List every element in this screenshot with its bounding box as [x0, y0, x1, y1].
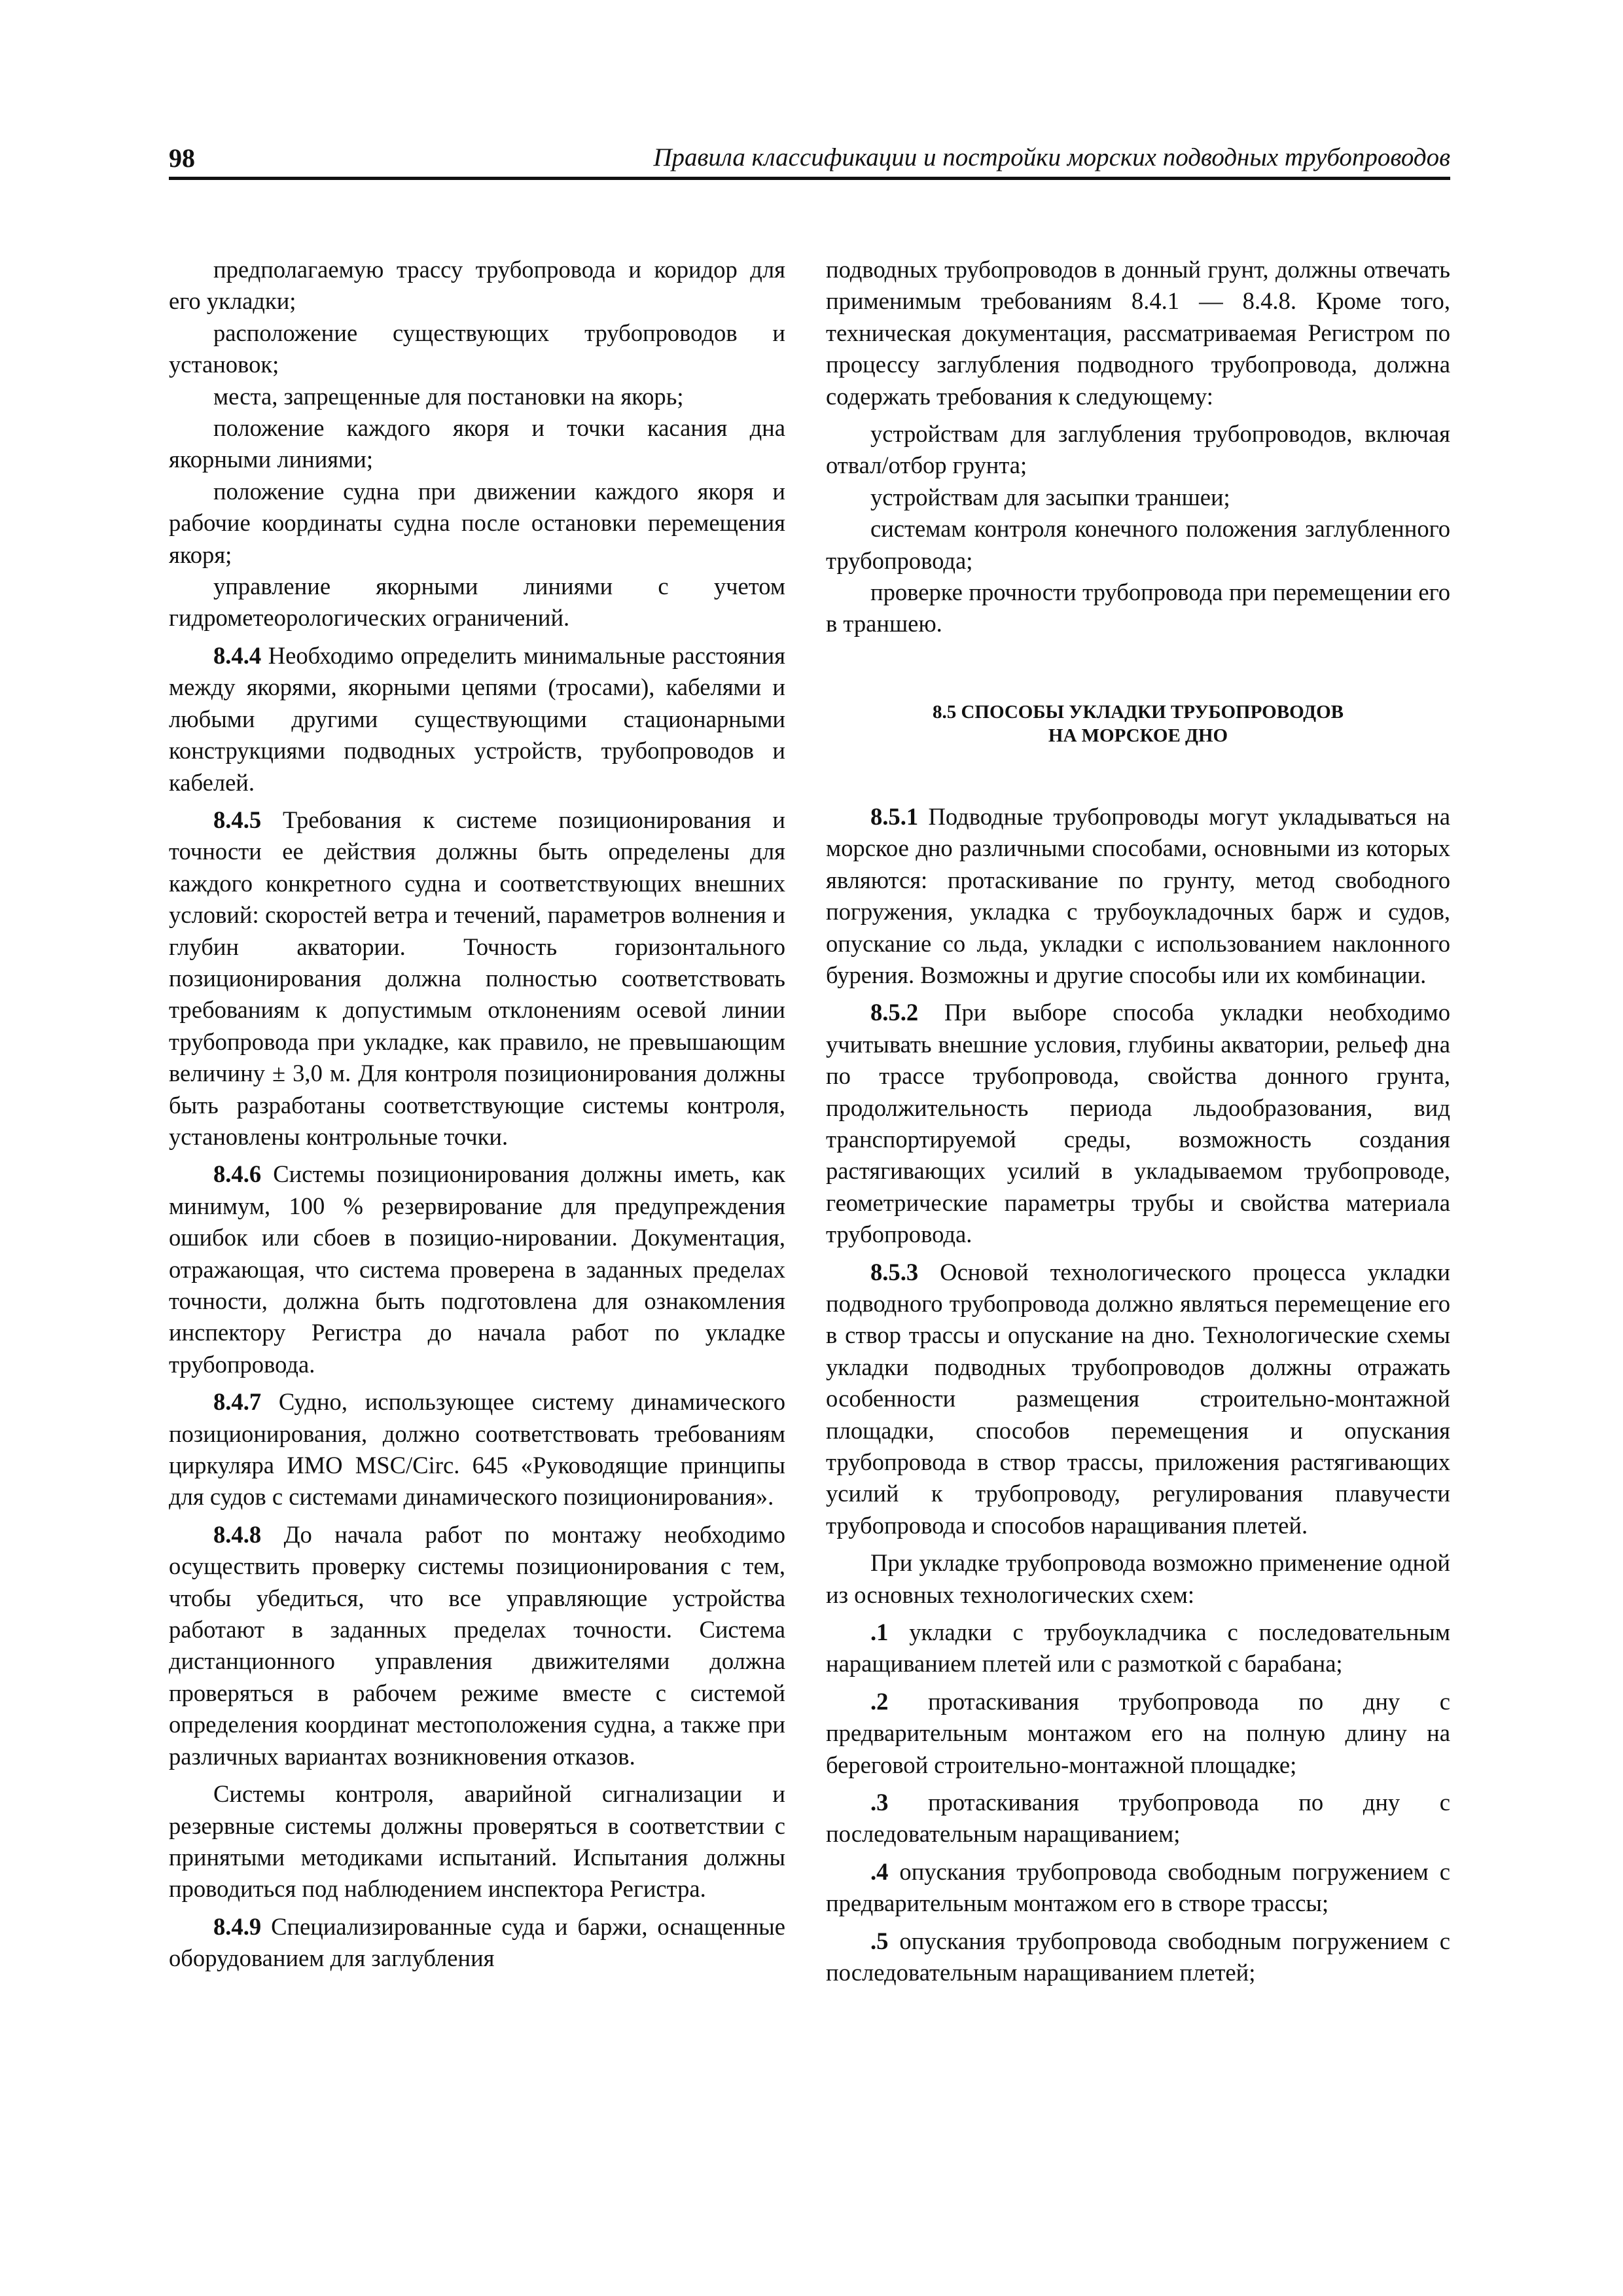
section-heading-line: 8.5 СПОСОБЫ УКЛАДКИ ТРУБОПРОВОДОВ	[932, 701, 1344, 723]
page-header	[169, 143, 1450, 180]
clause-number: 8.5.2	[870, 999, 919, 1026]
clause-text: При выборе способа укладки необходимо учитывать внешние условия, глубины акватории, рельеф дна по трассе трубопровода, свойства донного грунта, продолжительность периода льдообразования, вид транспортируемой среды, возможность создания растягивающих усилий в укладываемом трубопроводе, геометрические параметры трубы и свойства материала трубопровода.	[826, 999, 1450, 1248]
list-item	[826, 1856, 1450, 1920]
clause-8-4-4	[169, 640, 785, 798]
clause-number: 8.4.5	[213, 806, 262, 833]
clause-8-4-9	[169, 1911, 785, 1975]
list-number: .1	[870, 1619, 889, 1646]
clause-8-4-5	[169, 804, 785, 1153]
clause-number: 8.4.4	[213, 641, 262, 669]
clause-number: 8.5.1	[870, 802, 919, 830]
paragraph: места, запрещенные для постановки на якорь;	[213, 382, 684, 410]
clause-8-5-3	[826, 1257, 1450, 1542]
clause-8-5-2	[826, 997, 1450, 1250]
running-title: Правила классификации и постройки морских подводных трубопроводов	[653, 143, 1450, 171]
paragraph: устройствам для засыпки траншеи;	[870, 483, 1230, 511]
paragraph: расположение существующих трубопроводов и установок;	[169, 319, 785, 378]
paragraph: положение судна при движении каждого якоря и рабочие координаты судна после остановки перемещения якоря;	[169, 477, 785, 568]
paragraph: предполагаемую трассу трубопровода и коридор для его укладки;	[169, 256, 785, 315]
clause-text: Системы позиционирования должны иметь, как минимум, 100 % резервирование для предупреждения ошибок или сбоев в позицио-нировании. Документация, отражающая, что система проверена в заданных пределах точности, должна быть подготовлена для ознакомления инспектору Регистра до начала работ по укладке трубопровода.	[169, 1160, 785, 1378]
clause-8-4-6	[169, 1158, 785, 1380]
list-number: .3	[870, 1789, 889, 1816]
paragraph: устройствам для заглубления трубопроводов, включая отвал/отбор грунта;	[826, 420, 1450, 479]
clause-8-4-8	[169, 1519, 785, 1772]
list-number: .5	[870, 1927, 889, 1954]
clause-number: 8.4.6	[213, 1160, 262, 1188]
list-item	[826, 1617, 1450, 1680]
list-text: опускания трубопровода свободным погружением с предварительным монтажом его в створе трассы;	[826, 1857, 1450, 1917]
list-item	[826, 1787, 1450, 1850]
list-item	[826, 1926, 1450, 1989]
clause-8-4-7	[169, 1386, 785, 1513]
clause-number: 8.4.9	[213, 1912, 262, 1940]
paragraph: управление якорными линиями с учетом гидрометеорологических ограничений.	[169, 573, 785, 632]
list-item	[826, 1686, 1450, 1781]
paragraph: Системы контроля, аварийной сигнализации и резервные системы должны проверяться в соответствии с принятыми методиками испытаний. Испытания должны проводиться под наблюдением инспектора Регистра.	[169, 1780, 785, 1903]
paragraph: подводных трубопроводов в донный грунт, должны отвечать применимым требованиям 8.4.1 — 8.4.8. Кроме того, техническая документация, рассматриваемая Регистром по процессу заглубления подводного трубопровода, должна содержать требования к следующему:	[826, 256, 1450, 410]
left-column	[169, 254, 785, 1975]
clause-text: Требования к системе позиционирования и точности ее действия должны быть определены для каждого конкретного судна и соответствующих внешних условий: скоростей ветра и течений, параметров волнения и глубин акватории. Точность горизонтального позиционирования должна полностью соответствовать требованиям к допустимым отклонениям осевой линии трубопровода при укладке, как правило, не превышающим величину ± 3,0 м. Для контроля позиционирования должны быть разработаны соответствующие системы контроля, установлены контрольные точки.	[169, 806, 785, 1150]
section-heading	[826, 700, 1450, 747]
clause-number: 8.4.8	[213, 1520, 262, 1548]
clause-text: Судно, использующее систему динамического позиционирования, должно соответствовать требованиям циркуляра ИМО MSC/Circ. 645 «Руководящие принципы для судов с системами динамического позиционирования».	[169, 1388, 785, 1511]
paragraph: проверке прочности трубопровода при перемещении его в траншею.	[826, 579, 1450, 637]
clause-number: 8.4.7	[213, 1388, 262, 1416]
list-text: протаскивания трубопровода по дну с последовательным наращиванием;	[826, 1789, 1450, 1848]
clause-text: Подводные трубопроводы могут укладываться на морское дно различными способами, основными из которых являются: протаскивание по грунту, метод свободного погружения, укладка с трубоукладочных барж и судов, опускание со льда, укладки с использованием наклонного бурения. Возможны и другие способы или их комбинации.	[826, 802, 1450, 988]
list-text: протаскивания трубопровода по дну с предварительным монтажом его на полную длину на береговой строительно-монтажной площадке;	[826, 1687, 1450, 1778]
clause-text: Специализированные суда и баржи, оснащенные оборудованием для заглубления	[169, 1912, 785, 1972]
paragraph: положение каждого якоря и точки касания дна якорными линиями;	[169, 414, 785, 473]
clause-text: Основой технологического процесса укладки подводного трубопровода должно являться перемещение его в створ трассы и опускание на дно. Технологические схемы укладки подводных трубопроводов должны отражать особенности размещения строительно-монтажной площадки, способов перемещения и опускания трубопровода в створ трассы, приложения растягивающих усилий к трубопроводу, регулирования плавучести трубопровода и способов наращивания плетей.	[826, 1258, 1450, 1539]
page-number: 98	[169, 143, 195, 173]
paragraph: При укладке трубопровода возможно применение одной из основных технологических схем:	[826, 1549, 1450, 1608]
paragraph: системам контроля конечного положения заглубленного трубопровода;	[826, 515, 1450, 574]
clause-number: 8.5.3	[870, 1258, 919, 1285]
list-number: .4	[870, 1857, 889, 1885]
clause-text: До начала работ по монтажу необходимо осуществить проверку системы позиционирования с тем, чтобы убедиться, что все управляющие устройства работают в заданных пределах точности. Система дистанционного управления движителями должна проверяться в рабочем режиме вместе с системой определения координат местоположения судна, а также при различных вариантах возникновения отказов.	[169, 1520, 785, 1770]
clause-text: Необходимо определить минимальные расстояния между якорями, якорными цепями (тросами), кабелями и любыми другими существующими стационарными конструкциями подводных устройств, трубопроводов и кабелей.	[169, 641, 785, 796]
right-column	[826, 254, 1450, 1989]
list-text: укладки с трубоукладчика с последовательным наращиванием плетей или с размоткой с барабана;	[826, 1619, 1450, 1677]
list-text: опускания трубопровода свободным погружением с последовательным наращиванием плетей;	[826, 1927, 1450, 1986]
section-heading-line: НА МОРСКОЕ ДНО	[1048, 725, 1228, 746]
clause-8-5-1	[826, 801, 1450, 991]
list-number: .2	[870, 1687, 889, 1715]
